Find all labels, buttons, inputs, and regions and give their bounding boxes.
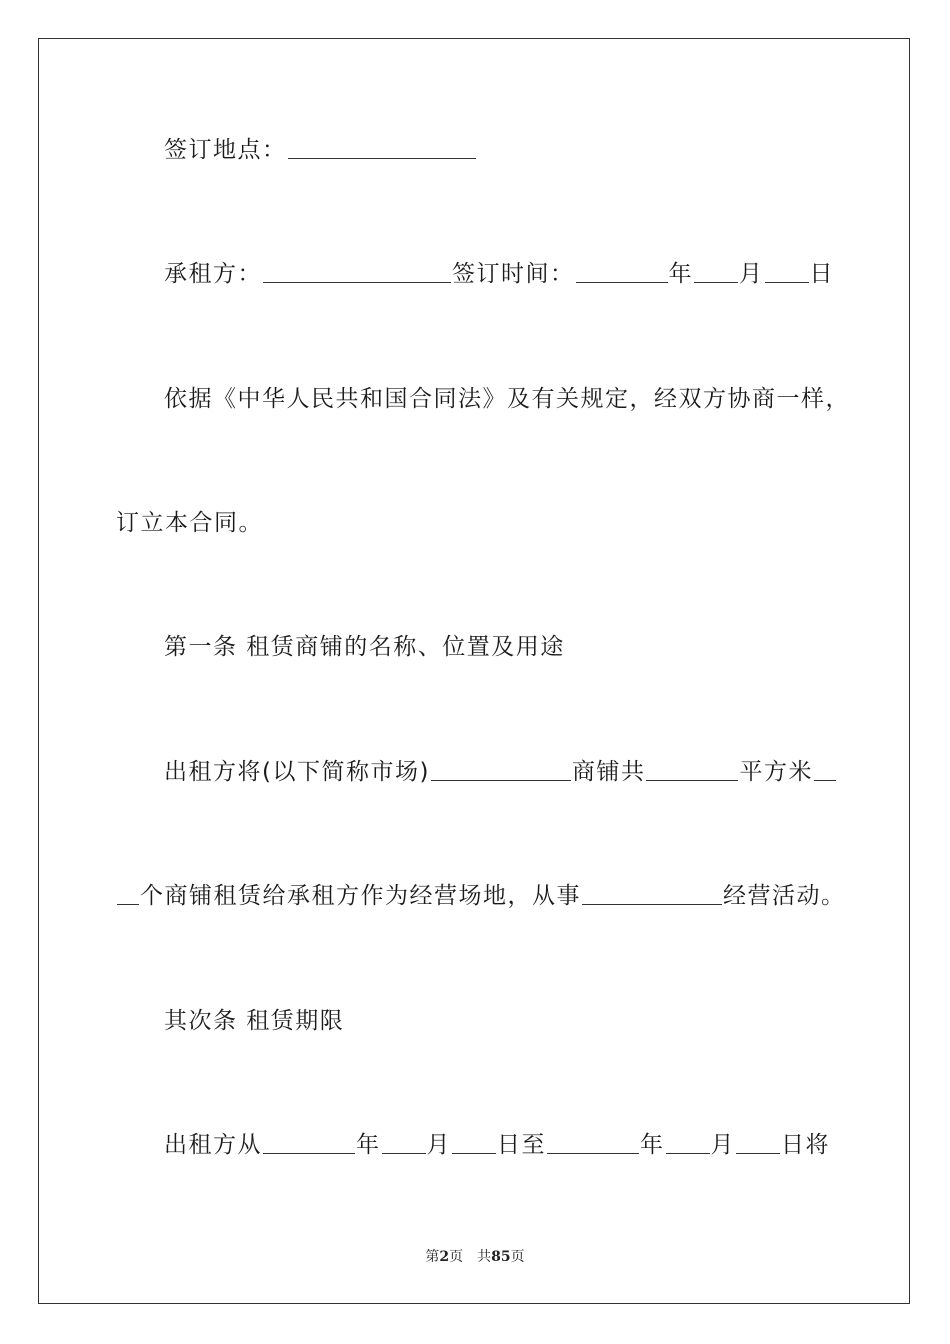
start-day-label: 日至 <box>497 1132 546 1158</box>
article-1-text-a: 出租方将(以下简称市场) <box>164 759 430 785</box>
signing-place-blank[interactable] <box>288 136 476 159</box>
article-2-text-a: 出租方从 <box>164 1132 262 1158</box>
signing-day-blank[interactable] <box>765 260 809 283</box>
article-1-para-1 <box>164 757 837 787</box>
start-day-blank[interactable] <box>452 1131 496 1154</box>
footer-total-pages: 85 <box>491 1249 511 1265</box>
signing-year-blank[interactable] <box>576 260 668 283</box>
signing-time-label: 签订时间： <box>452 261 575 287</box>
footer-page-number: 2 <box>439 1249 450 1265</box>
start-month-blank[interactable] <box>382 1131 426 1154</box>
article-1-text-e: 经营活动。 <box>723 883 846 909</box>
business-type-blank[interactable] <box>582 882 722 905</box>
page-footer <box>0 1246 950 1266</box>
signing-day-label: 日 <box>809 261 834 287</box>
lessee-line <box>164 259 834 289</box>
signing-month-label: 月 <box>739 261 764 287</box>
start-month-label: 月 <box>426 1132 451 1158</box>
signing-month-blank[interactable] <box>694 260 738 283</box>
article-1-text-c: 平方米 <box>739 759 813 785</box>
signing-year-label: 年 <box>668 261 693 287</box>
footer-mid: 页 共 <box>449 1249 492 1265</box>
article-1-para-2 <box>116 881 846 911</box>
lessee-blank[interactable] <box>263 260 451 283</box>
footer-prefix: 第 <box>425 1249 440 1265</box>
article-1-text-b: 商铺共 <box>571 759 646 785</box>
market-name-blank[interactable] <box>431 758 571 781</box>
article-1-title: 第一条 租赁商铺的名称、位置及用途 <box>164 634 565 660</box>
article-1-text-d: 个商铺租赁给承租方作为经营场地，从事 <box>140 883 581 909</box>
shop-count-blank-a[interactable] <box>814 758 836 781</box>
end-year-blank[interactable] <box>547 1131 639 1154</box>
footer-suffix: 页 <box>510 1249 525 1265</box>
preamble-line-2: 订立本合同。 <box>116 510 263 536</box>
end-month-label: 月 <box>710 1132 735 1158</box>
start-year-label: 年 <box>356 1132 381 1158</box>
signing-place-label: 签订地点： <box>164 137 287 163</box>
area-blank[interactable] <box>646 758 738 781</box>
shop-count-blank-b[interactable] <box>117 882 139 905</box>
page-border <box>38 38 910 1304</box>
end-month-blank[interactable] <box>666 1131 710 1154</box>
end-day-label: 日将 <box>781 1132 830 1158</box>
lessee-label: 承租方： <box>164 261 262 287</box>
signing-place-line <box>164 135 477 165</box>
end-year-label: 年 <box>640 1132 665 1158</box>
article-2-title: 其次条 租赁期限 <box>164 1008 345 1034</box>
start-year-blank[interactable] <box>263 1131 355 1154</box>
article-2-para-1 <box>164 1130 830 1160</box>
preamble-line-1: 依据《中华人民共和国合同法》及有关规定，经双方协商一样， <box>164 386 850 412</box>
end-day-blank[interactable] <box>736 1131 780 1154</box>
